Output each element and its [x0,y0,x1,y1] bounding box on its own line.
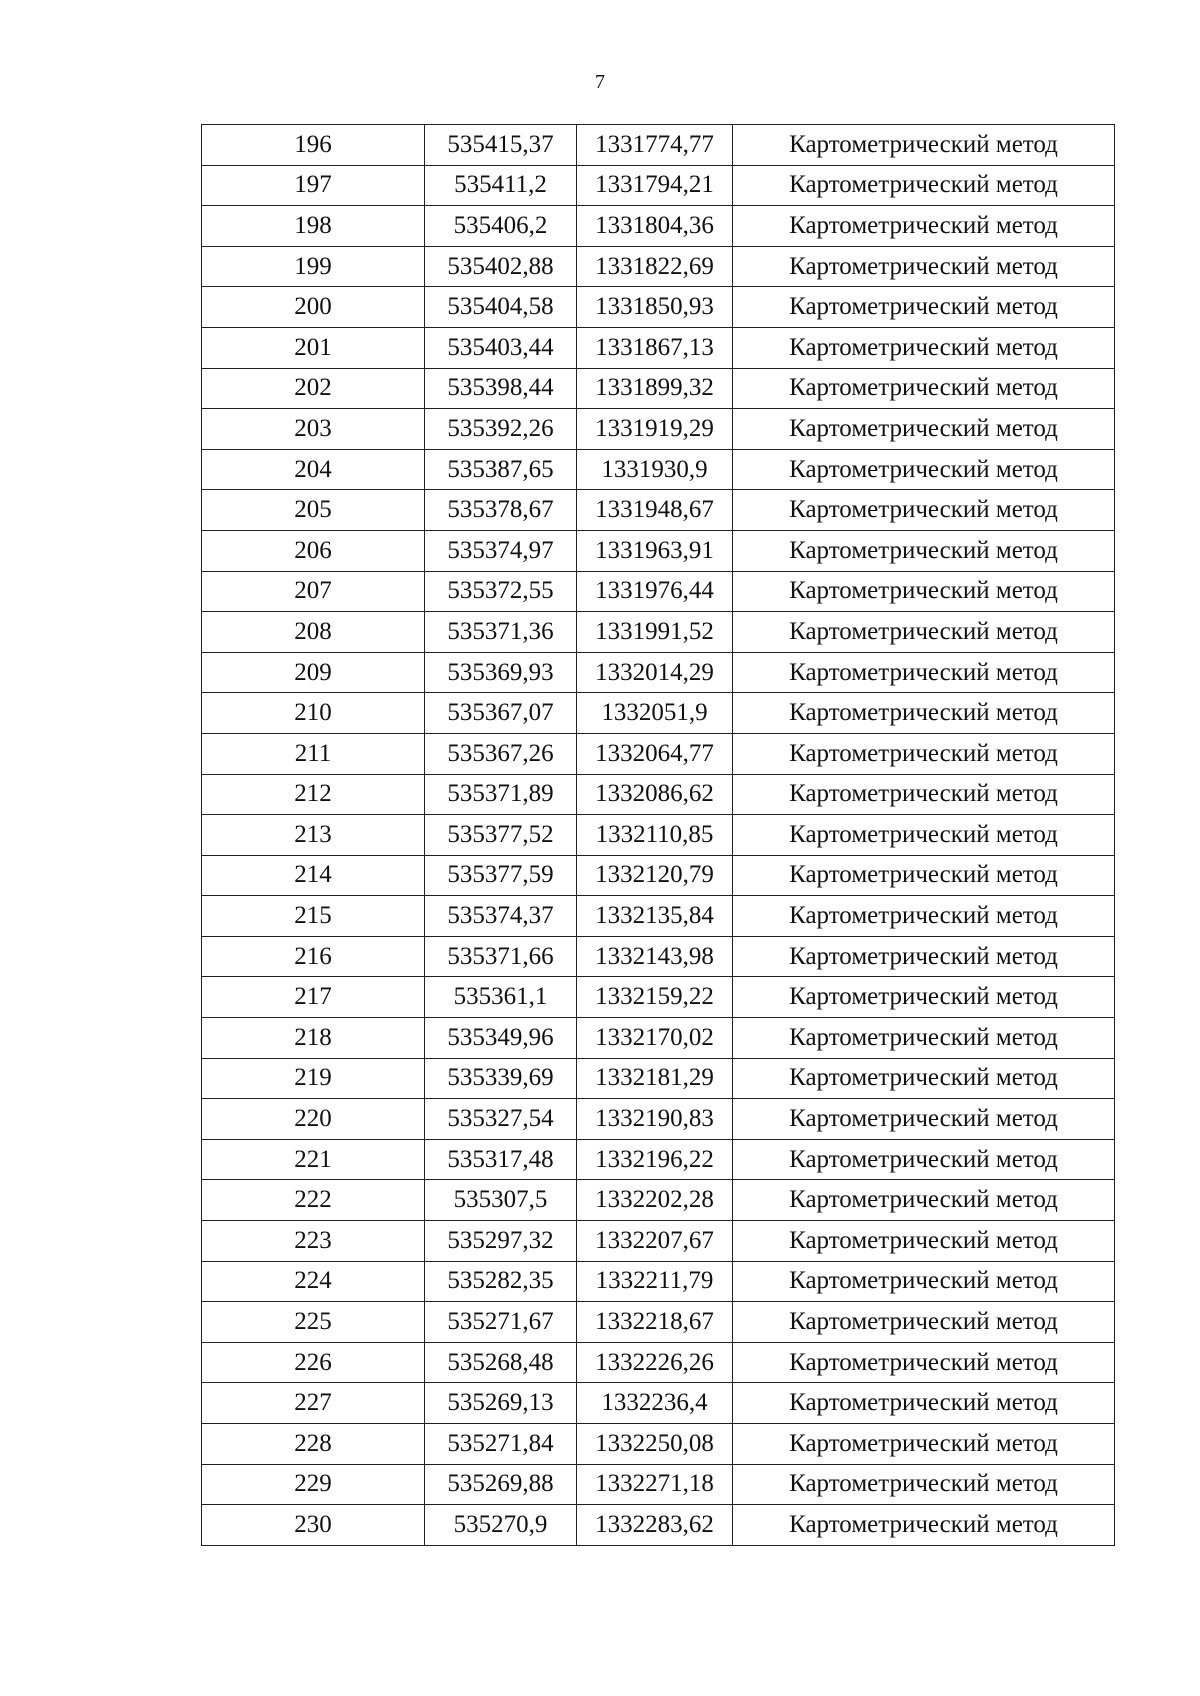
point-number-cell: 198 [202,206,425,247]
method-cell: Картометрический метод [733,1180,1115,1221]
method-cell: Картометрический метод [733,977,1115,1018]
point-number-cell: 208 [202,612,425,653]
x-coordinate-cell: 535404,58 [425,287,577,328]
x-coordinate-cell: 535406,2 [425,206,577,247]
point-number-cell: 219 [202,1058,425,1099]
method-cell: Картометрический метод [733,1505,1115,1546]
y-coordinate-cell: 1331991,52 [577,612,733,653]
table-row [202,1342,1115,1383]
table-row [202,1099,1115,1140]
table-row [202,165,1115,206]
x-coordinate-cell: 535411,2 [425,165,577,206]
table-row [202,1464,1115,1505]
coordinates-table-body [202,125,1115,1546]
point-number-cell: 211 [202,733,425,774]
point-number-cell: 225 [202,1302,425,1343]
y-coordinate-cell: 1332250,08 [577,1424,733,1465]
point-number-cell: 216 [202,936,425,977]
table-row [202,1261,1115,1302]
x-coordinate-cell: 535367,07 [425,693,577,734]
x-coordinate-cell: 535361,1 [425,977,577,1018]
point-number-cell: 227 [202,1383,425,1424]
method-cell: Картометрический метод [733,774,1115,815]
point-number-cell: 210 [202,693,425,734]
method-cell: Картометрический метод [733,409,1115,450]
method-cell: Картометрический метод [733,287,1115,328]
x-coordinate-cell: 535367,26 [425,733,577,774]
table-row [202,1058,1115,1099]
table-row [202,733,1115,774]
method-cell: Картометрический метод [733,571,1115,612]
point-number-cell: 223 [202,1221,425,1262]
x-coordinate-cell: 535374,97 [425,530,577,571]
method-cell: Картометрический метод [733,1383,1115,1424]
method-cell: Картометрический метод [733,936,1115,977]
table-row [202,1018,1115,1059]
x-coordinate-cell: 535270,9 [425,1505,577,1546]
table-row [202,125,1115,166]
table-row [202,936,1115,977]
x-coordinate-cell: 535398,44 [425,368,577,409]
x-coordinate-cell: 535327,54 [425,1099,577,1140]
point-number-cell: 218 [202,1018,425,1059]
x-coordinate-cell: 535371,89 [425,774,577,815]
method-cell: Картометрический метод [733,1139,1115,1180]
method-cell: Картометрический метод [733,733,1115,774]
y-coordinate-cell: 1331976,44 [577,571,733,612]
method-cell: Картометрический метод [733,1464,1115,1505]
x-coordinate-cell: 535268,48 [425,1342,577,1383]
x-coordinate-cell: 535307,5 [425,1180,577,1221]
table-row [202,206,1115,247]
x-coordinate-cell: 535377,52 [425,815,577,856]
y-coordinate-cell: 1332283,62 [577,1505,733,1546]
point-number-cell: 196 [202,125,425,166]
method-cell: Картометрический метод [733,1261,1115,1302]
table-row [202,287,1115,328]
table-row [202,896,1115,937]
x-coordinate-cell: 535269,88 [425,1464,577,1505]
table-row [202,612,1115,653]
y-coordinate-cell: 1332086,62 [577,774,733,815]
point-number-cell: 229 [202,1464,425,1505]
point-number-cell: 206 [202,530,425,571]
x-coordinate-cell: 535415,37 [425,125,577,166]
y-coordinate-cell: 1332226,26 [577,1342,733,1383]
x-coordinate-cell: 535349,96 [425,1018,577,1059]
table-row [202,327,1115,368]
point-number-cell: 213 [202,815,425,856]
table-row [202,530,1115,571]
y-coordinate-cell: 1332218,67 [577,1302,733,1343]
table-row [202,652,1115,693]
coordinates-table [201,124,1115,1546]
y-coordinate-cell: 1331822,69 [577,246,733,287]
x-coordinate-cell: 535403,44 [425,327,577,368]
method-cell: Картометрический метод [733,1302,1115,1343]
point-number-cell: 224 [202,1261,425,1302]
table-row [202,1139,1115,1180]
y-coordinate-cell: 1332196,22 [577,1139,733,1180]
method-cell: Картометрический метод [733,1221,1115,1262]
point-number-cell: 222 [202,1180,425,1221]
table-row [202,1302,1115,1343]
point-number-cell: 230 [202,1505,425,1546]
method-cell: Картометрический метод [733,815,1115,856]
y-coordinate-cell: 1331794,21 [577,165,733,206]
y-coordinate-cell: 1332159,22 [577,977,733,1018]
y-coordinate-cell: 1332236,4 [577,1383,733,1424]
table-row [202,1180,1115,1221]
method-cell: Картометрический метод [733,855,1115,896]
y-coordinate-cell: 1331963,91 [577,530,733,571]
method-cell: Картометрический метод [733,165,1115,206]
x-coordinate-cell: 535378,67 [425,490,577,531]
y-coordinate-cell: 1331804,36 [577,206,733,247]
table-row [202,1505,1115,1546]
point-number-cell: 199 [202,246,425,287]
point-number-cell: 215 [202,896,425,937]
y-coordinate-cell: 1331867,13 [577,327,733,368]
table-row [202,490,1115,531]
table-row [202,815,1115,856]
table-row [202,1424,1115,1465]
x-coordinate-cell: 535282,35 [425,1261,577,1302]
table-row [202,1383,1115,1424]
y-coordinate-cell: 1332202,28 [577,1180,733,1221]
y-coordinate-cell: 1331948,67 [577,490,733,531]
point-number-cell: 200 [202,287,425,328]
y-coordinate-cell: 1332211,79 [577,1261,733,1302]
y-coordinate-cell: 1332051,9 [577,693,733,734]
table-row [202,693,1115,734]
y-coordinate-cell: 1331930,9 [577,449,733,490]
y-coordinate-cell: 1332110,85 [577,815,733,856]
y-coordinate-cell: 1332170,02 [577,1018,733,1059]
method-cell: Картометрический метод [733,368,1115,409]
method-cell: Картометрический метод [733,1099,1115,1140]
x-coordinate-cell: 535297,32 [425,1221,577,1262]
method-cell: Картометрический метод [733,490,1115,531]
x-coordinate-cell: 535374,37 [425,896,577,937]
y-coordinate-cell: 1332014,29 [577,652,733,693]
point-number-cell: 207 [202,571,425,612]
table-row [202,977,1115,1018]
point-number-cell: 226 [202,1342,425,1383]
y-coordinate-cell: 1331774,77 [577,125,733,166]
point-number-cell: 201 [202,327,425,368]
method-cell: Картометрический метод [733,1424,1115,1465]
x-coordinate-cell: 535369,93 [425,652,577,693]
y-coordinate-cell: 1332120,79 [577,855,733,896]
x-coordinate-cell: 535392,26 [425,409,577,450]
x-coordinate-cell: 535387,65 [425,449,577,490]
point-number-cell: 220 [202,1099,425,1140]
x-coordinate-cell: 535317,48 [425,1139,577,1180]
y-coordinate-cell: 1332207,67 [577,1221,733,1262]
y-coordinate-cell: 1332064,77 [577,733,733,774]
point-number-cell: 212 [202,774,425,815]
y-coordinate-cell: 1332143,98 [577,936,733,977]
table-row [202,368,1115,409]
point-number-cell: 202 [202,368,425,409]
method-cell: Картометрический метод [733,530,1115,571]
method-cell: Картометрический метод [733,1018,1115,1059]
x-coordinate-cell: 535269,13 [425,1383,577,1424]
x-coordinate-cell: 535377,59 [425,855,577,896]
y-coordinate-cell: 1331850,93 [577,287,733,328]
point-number-cell: 221 [202,1139,425,1180]
point-number-cell: 217 [202,977,425,1018]
y-coordinate-cell: 1332135,84 [577,896,733,937]
method-cell: Картометрический метод [733,327,1115,368]
y-coordinate-cell: 1332181,29 [577,1058,733,1099]
method-cell: Картометрический метод [733,693,1115,734]
y-coordinate-cell: 1331899,32 [577,368,733,409]
method-cell: Картометрический метод [733,896,1115,937]
point-number-cell: 197 [202,165,425,206]
x-coordinate-cell: 535271,84 [425,1424,577,1465]
table-row [202,855,1115,896]
table-row [202,409,1115,450]
table-row [202,571,1115,612]
point-number-cell: 205 [202,490,425,531]
method-cell: Картометрический метод [733,125,1115,166]
x-coordinate-cell: 535271,67 [425,1302,577,1343]
point-number-cell: 214 [202,855,425,896]
table-row [202,1221,1115,1262]
y-coordinate-cell: 1331919,29 [577,409,733,450]
table-row [202,246,1115,287]
method-cell: Картометрический метод [733,612,1115,653]
x-coordinate-cell: 535371,66 [425,936,577,977]
method-cell: Картометрический метод [733,1342,1115,1383]
page-number: 7 [595,71,605,93]
method-cell: Картометрический метод [733,652,1115,693]
table-row [202,449,1115,490]
method-cell: Картометрический метод [733,246,1115,287]
y-coordinate-cell: 1332271,18 [577,1464,733,1505]
point-number-cell: 228 [202,1424,425,1465]
x-coordinate-cell: 535371,36 [425,612,577,653]
x-coordinate-cell: 535372,55 [425,571,577,612]
x-coordinate-cell: 535339,69 [425,1058,577,1099]
point-number-cell: 209 [202,652,425,693]
y-coordinate-cell: 1332190,83 [577,1099,733,1140]
table-row [202,774,1115,815]
point-number-cell: 204 [202,449,425,490]
method-cell: Картометрический метод [733,206,1115,247]
point-number-cell: 203 [202,409,425,450]
method-cell: Картометрический метод [733,449,1115,490]
method-cell: Картометрический метод [733,1058,1115,1099]
x-coordinate-cell: 535402,88 [425,246,577,287]
